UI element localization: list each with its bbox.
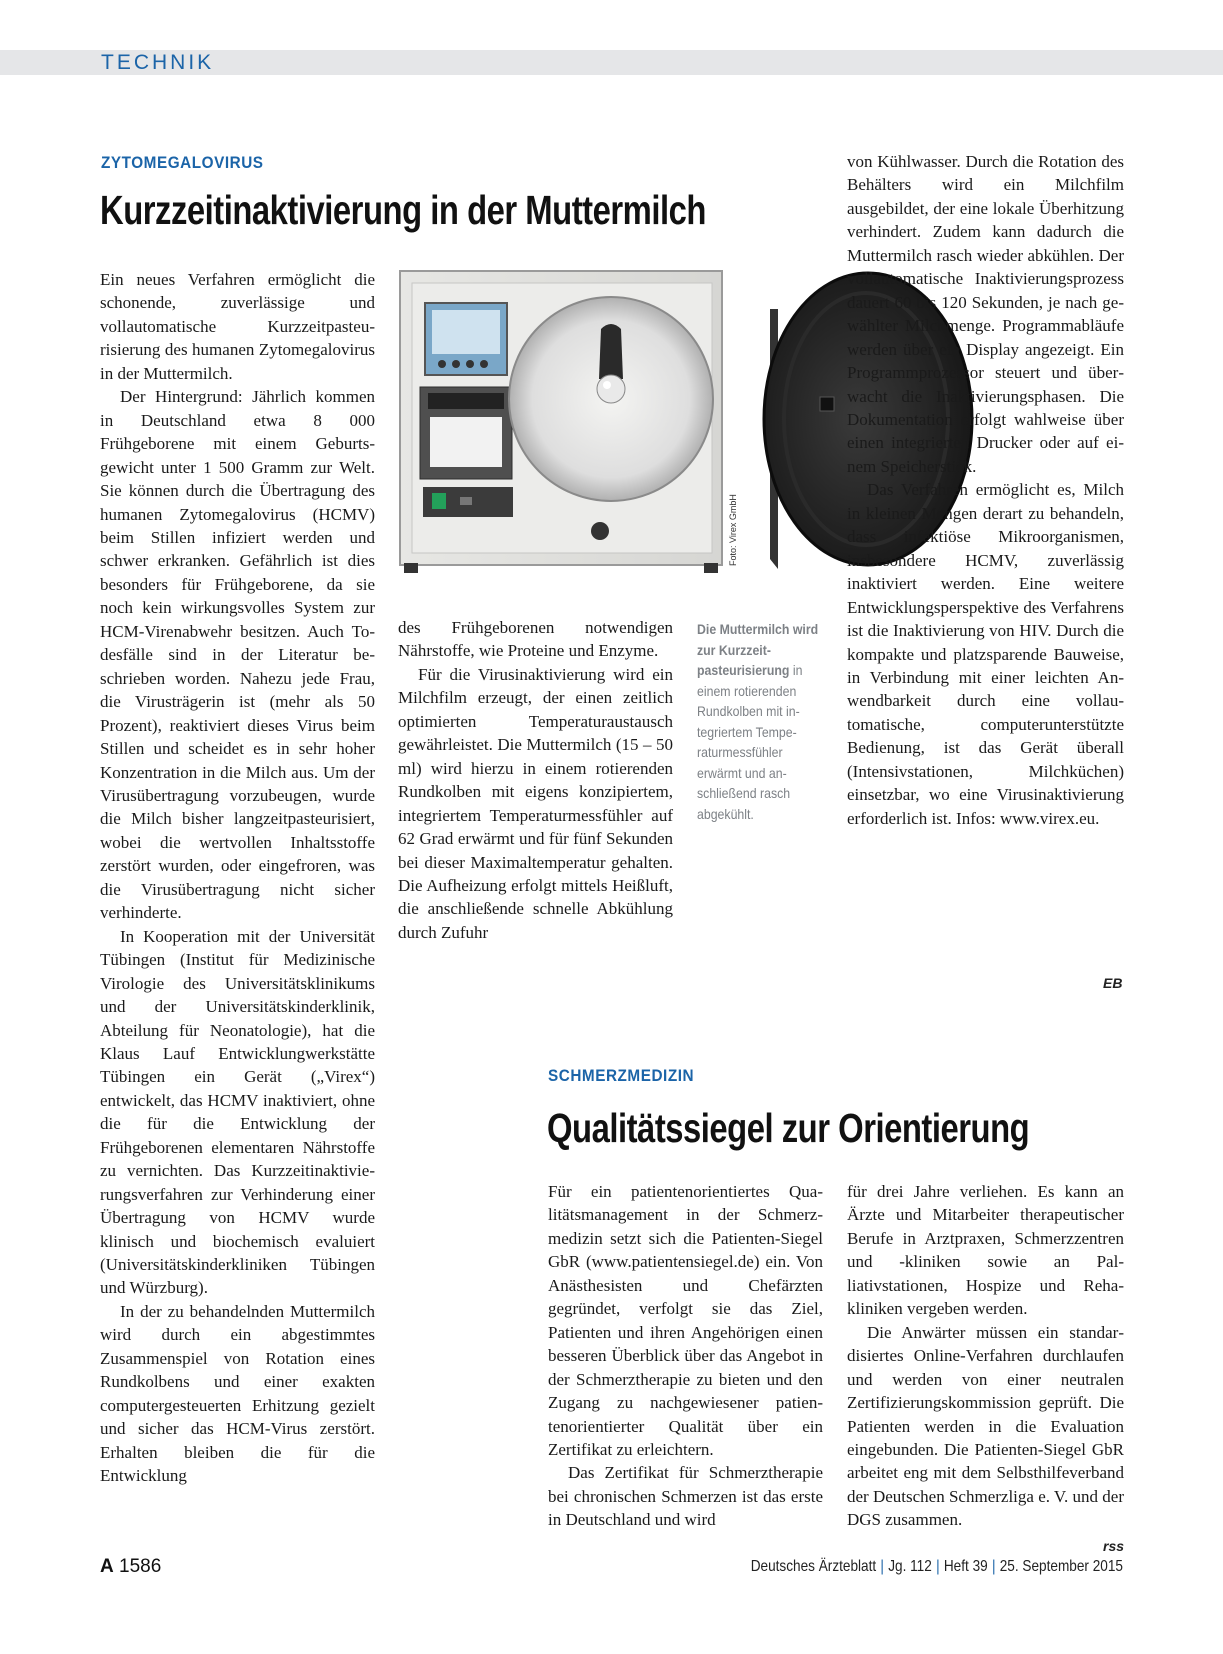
article2-kicker: SCHMERZMEDIZIN: [548, 1066, 695, 1085]
article1-headline: Kurzzeitinaktivierung in der Muttermilch: [100, 187, 706, 233]
article1-column-1: [100, 268, 375, 1488]
caption-text: in einem rotierenden Rundkolben mit integriertem Temperaturmessfühler erwärmt und anschließend rasch abgekühlt.: [697, 662, 803, 822]
article2-column-2: [847, 1180, 1124, 1532]
paragraph: Das Zertifikat für Schmerztherapie bei chronischen Schmerzen ist das erste in Deutschland und wird: [548, 1463, 823, 1530]
footer-separator: |: [991, 1558, 996, 1575]
article1-kicker: ZYTOMEGALOVIRUS: [101, 153, 264, 172]
journal-footer: [751, 1558, 1123, 1576]
page-prefix: A: [100, 1556, 114, 1577]
footer-separator: |: [936, 1558, 940, 1575]
article1-column-2: [398, 616, 673, 944]
photo-caption: [697, 619, 820, 824]
article2-column-1: [548, 1180, 823, 1532]
journal-date: 25. September 2015: [999, 1558, 1123, 1575]
journal-volume: Jg. 112: [888, 1558, 932, 1575]
section-label: TECHNIK: [101, 51, 215, 74]
paragraph: Für die Virusinaktivierung wird ein Milchfilm erzeugt, der einen zeitlich optimierten Temperaturaustausch gewährleistet. Die Muttermilch (15 – 50 ml) wird hierzu in einem rotierenden Rundkolben mit eigens konzipiertem, integriertem Temperaturmessfühler auf 62 Grad erwärmt und für fünf Sekunden bei dieser Maximaltemperatur gehalten. Die Aufheizung erfolgt mittels Heißluft, die anschließende schnelle Abkühlung durch Zufuhr: [398, 664, 673, 942]
paragraph: In der zu behandelnden Muttermilch wird durch ein abgestimmtes Zusammenspiel von Rotation eines Rundkolbens und einer exakten computergesteuerten Erhitzung gezielt und sicher das HCM-Virus zerstört. Erhalten bleiben die für die Entwicklung: [100, 1301, 375, 1486]
paragraph: Der Hintergrund: Jährlich kommen in Deutschland etwa 8 000 Frühgeborene mit einem Geburtsgewicht unter 1 500 Gramm zur Welt. Sie können durch die Übertragung des humanen Zytomegalovirus (HCMV) beim Stillen infiziert werden und schwer erkranken. Gefährlich ist dies besonders für Frühgeborene, da sie noch kein wirkungsvolles System zur HCM-Virenabwehr besitzen. Auch Todesfälle sind in der Literatur beschrieben worden. Nahezu jede Frau, die Virusträgerin ist (mehr als 50 Prozent), reaktiviert dieses Virus beim Stillen und scheidet es in sehr hoher Konzentration in die Milch aus. Um der Virusübertragung vorzubeugen, wurde die Milch bisher langzeitpasteurisiert, wobei die wertvollen Inhaltsstoffe zerstört wurden, oder eingefroren, was die Virusübertragung nicht sicher verhinderte.: [100, 387, 375, 923]
journal-issue: Heft 39: [943, 1558, 988, 1575]
paragraph: des Frühgeborenen notwendigen Nährstoffe, wie Proteine und Enzyme.: [398, 618, 673, 661]
photo-credit: Foto: Virex GmbH: [728, 494, 738, 566]
caption-bold: Die Muttermilch wird zur Kurzzeitpasteurisierung: [697, 621, 819, 678]
article2-headline: Qualitätssiegel zur Orientierung: [547, 1105, 1030, 1151]
paragraph: Ein neues Verfahren ermöglicht die schonende, zuverlässige und vollautomatische Kurzzeitpasteurisierung des humanen Zytomegalovirus in der Muttermilch.: [100, 270, 375, 383]
paragraph: von Kühlwasser. Durch die Rotation des Behälters wird ein Milchfilm ausgebildet, der eine lokale Überhitzung verhindert. Zudem kann dadurch die Muttermilch rasch wieder abkühlen. Der vollautomatische Inaktivierungsprozess dauert 60 bis 120 Sekunden, je nach gewählter Milchmenge. Programmabläufe werden über ein Display angezeigt. Ein Programmprozessor steuert und überwacht die Inaktivierungsphasen. Die Dokumentation erfolgt wahlweise über einen integrierten Drucker oder auf einem Speicherstick.: [847, 152, 1124, 476]
paragraph: Die Anwärter müssen ein standardisiertes Online-Verfahren durchlaufen und werden von einer neutralen Zertifizierungskommission geprüft. Die Patienten werden in die Evaluation eingebunden. Die Patienten-Siegel GbR arbeitet eng mit dem Selbsthilfeverband der Deutschen Schmerzliga e. V. und der DGS zusammen.: [847, 1322, 1124, 1530]
article2-signature: rss: [1103, 1538, 1125, 1554]
article1-signature: EB: [1103, 975, 1123, 991]
journal-name: Deutsches Ärzteblatt: [750, 1558, 877, 1575]
paragraph: Für ein patientenorientiertes Qualitätsmanagement in der Schmerzmedizin setzt sich die Patienten-Siegel GbR (www.patientensiegel.de) ein. Von Anästhesisten und Chefärzten gegründet, verfolgt sie das Ziel, Patienten und ihren Angehörigen einen besseren Überblick über das Angebot in der Schmerztherapie zu bieten und den Zugang zu nachgewiesener patientenorientierter Qualität über ein Zertifikat zu erleichtern.: [548, 1182, 823, 1459]
footer-separator: |: [880, 1558, 884, 1575]
article1-column-3: [847, 150, 1124, 830]
paragraph: Das Verfahren ermöglicht es, Milch in kleinen Mengen derart zu behandeln, dass infektiöse Mikroorganismen, insbesondere HCMV, zuverlässig inaktiviert werden. Eine weitere Entwicklungsperspektive des Verfahrens ist die Inaktivierung von HIV. Durch die kompakte und platzsparende Bauweise, in Verbindung mit einer leichten Anwendbarkeit durch eine vollautomatische, computerunterstützte Bedienung, ist das Gerät überall (Intensivstationen, Milchküchen) einsetzbar, wo eine Virusinaktivierung erforderlich ist. Infos: www.virex.eu.: [847, 480, 1124, 828]
paragraph: für drei Jahre verliehen. Es kann an Ärzte und Mitarbeiter therapeutischer Berufe in Arztpraxen, Schmerzzentren und -kliniken sowie an Palliativstationen, Hospize und Rehakliniken vergeben werden.: [847, 1182, 1124, 1319]
paragraph: In Kooperation mit der Universität Tübingen (Institut für Medizinische Virologie des Universitätsklinikums und der Universitätskinderklinik, Abteilung für Neonatologie), hat die Klaus Lauf Entwicklungwerkstätte Tübingen ein Gerät („Virex“) entwickelt, das HCMV inaktiviert, ohne die für die Entwicklung der Frühgeborenen elementaren Nährstoffe zu vernichten. Das Kurzzeitinaktivierungsverfahren zur Verhinderung einer Übertragung von HCMV wurde klinisch und biochemisch evaluiert (Universitätskinderkliniken Tübingen und Würzburg).: [100, 926, 375, 1298]
page-number: [100, 1556, 161, 1578]
page-number-value: 1586: [119, 1556, 162, 1577]
